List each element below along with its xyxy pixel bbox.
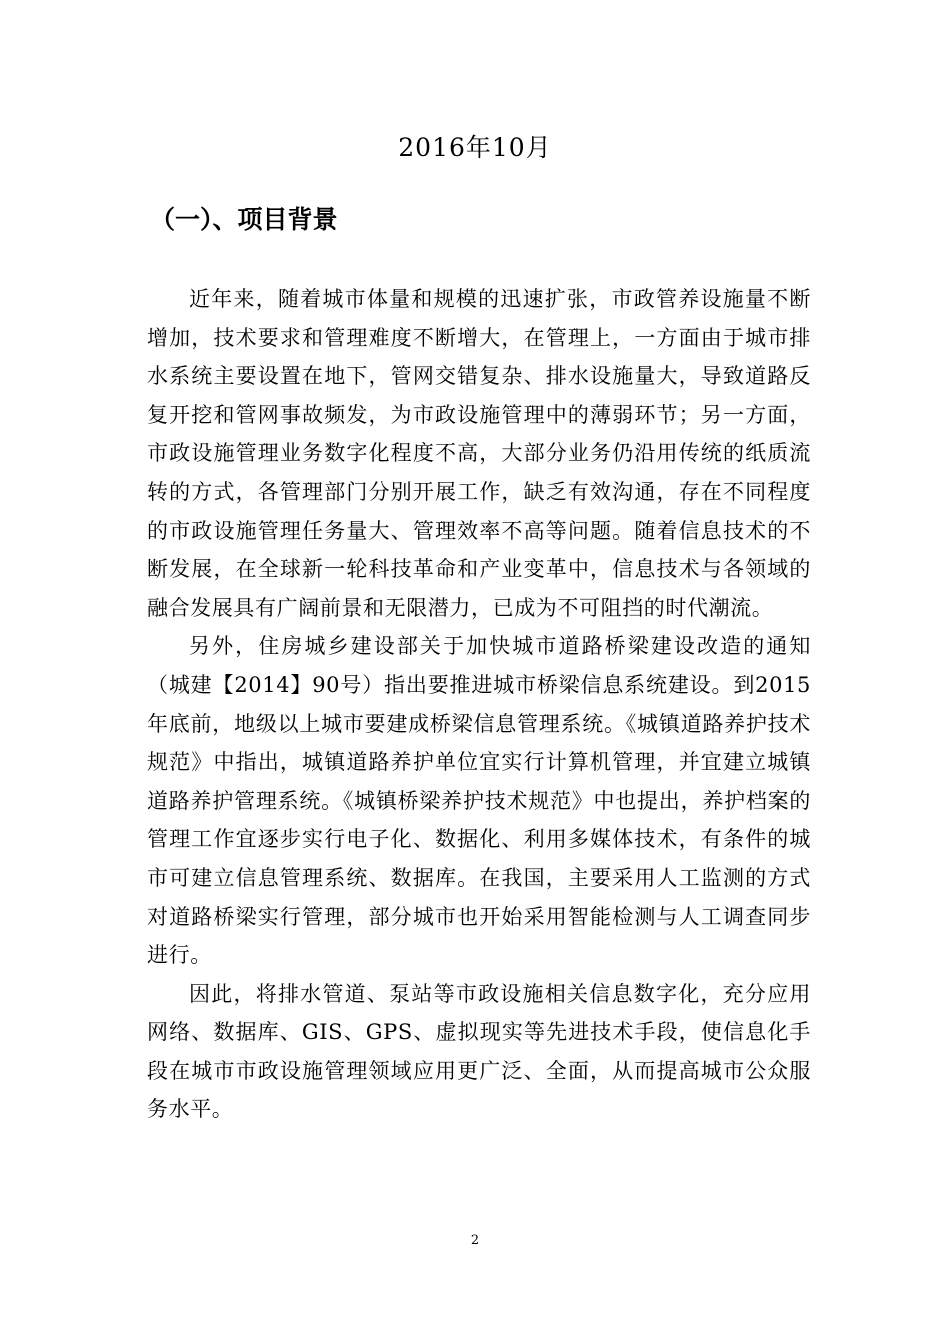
page-number: 2 bbox=[470, 1233, 480, 1248]
paragraph-background: 近年来，随着城市体量和规模的迅速扩张，市政管养设施量不断增加，技术要求和管理难度不断增大，在管理上，一方面由于城市排水系统主要设置在地下，管网交错复杂、排水设施量大，导致道路反复开挖和管网事故频发，为市政设施管理中的薄弱环节；另一方面，市政设施管理业务数字化程度不高，大部分业务仍沿用传统的纸质流转的方式，各管理部门分别开展工作，缺乏有效沟通，存在不同程度的市政设施管理任务量大、管理效率不高等问题。随着信息技术的不断发展，在全球新一轮科技革命和产业变革中，信息技术与各领域的融合发展具有广阔前景和无限潜力，已成为不可阻挡的时代潮流。 bbox=[147, 287, 811, 620]
paragraph-policy: 另外，住房城乡建设部关于加快城市道路桥梁建设改造的通知（城建【2014】90号）指出要推进城市桥梁信息系统建设。到2015年底前，地级以上城市要建成桥梁信息管理系统。《城镇道路养护技术规范》中指出，城镇道路养护单位宜实行计算机管理，并宜建立城镇道路养护管理系统。《城镇桥梁养护技术规范》中也提出，养护档案的管理工作宜逐步实行电子化、数据化、利用多媒体技术，有条件的城市可建立信息管理系统、数据库。在我国，主要采用人工监测的方式对道路桥梁实行管理，部分城市也开始采用智能检测与人工调查同步进行。 bbox=[147, 634, 811, 968]
paragraph-conclusion: 因此，将排水管道、泵站等市政设施相关信息数字化，充分应用网络、数据库、GIS、GPS、虚拟现实等先进技术手段，使信息化手段在城市市政设施管理领域应用更广泛、全面，从而提高城市公众服务水平。 bbox=[147, 981, 811, 1122]
document-date: 2016年10月 bbox=[398, 133, 552, 162]
body-text bbox=[147, 280, 811, 1129]
section-heading: （一）、项目背景 bbox=[150, 205, 338, 234]
